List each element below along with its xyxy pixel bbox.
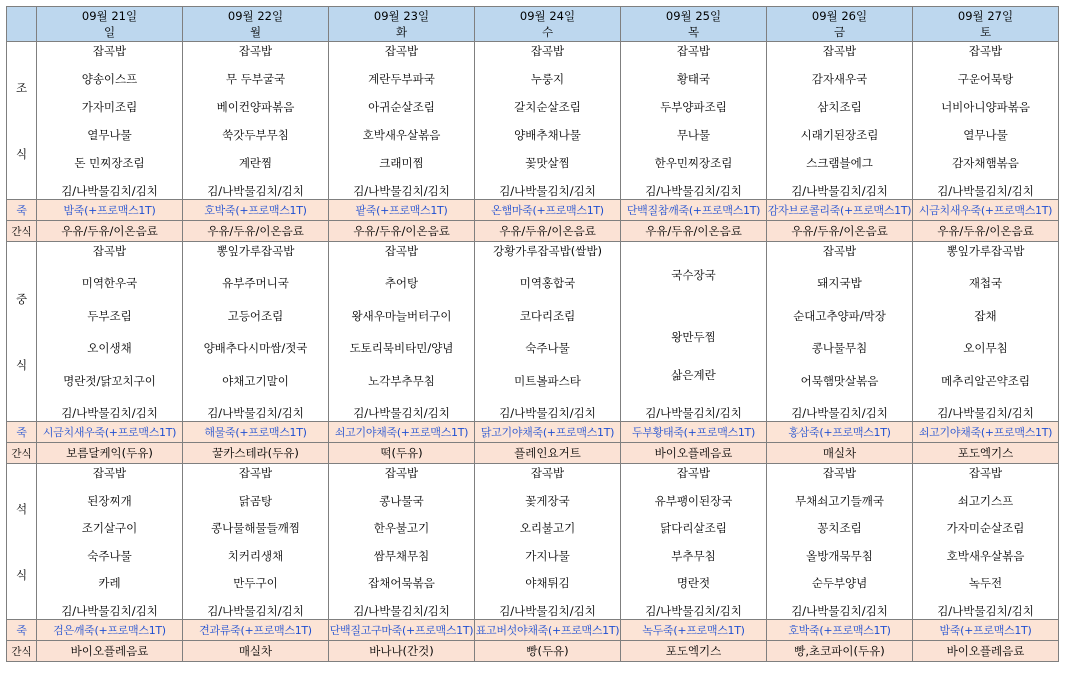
menu-item: 잡곡밥 [530, 466, 565, 480]
menu-item: 숙주나물 [525, 341, 570, 356]
porridge-cell: 단백질고구마죽(+프로맥스1T) [329, 620, 475, 641]
snack-cell: 매실차 [767, 443, 913, 464]
lunch-cell [767, 242, 913, 422]
lunch-cell [913, 242, 1059, 422]
menu-item: 유부팽이된장국 [654, 493, 733, 508]
menu-item: 잡곡밥 [822, 466, 857, 480]
menu-item: 김/나박물김치/김치 [937, 184, 1034, 198]
snack-cell: 우유/두유/이온음료 [913, 221, 1059, 242]
porridge-cell: 닭고기야채죽(+프로맥스1T) [475, 422, 621, 443]
menu-item: 돼지국밥 [817, 276, 862, 291]
menu-item: 오리불고기 [519, 521, 576, 536]
day-header: 09월 25일 목 [621, 7, 767, 42]
menu-item: 김/나박물김치/김치 [353, 405, 450, 420]
menu-item: 시래기된장조림 [800, 128, 879, 142]
menu-item: 김/나박물김치/김치 [937, 603, 1034, 618]
snack-label: 간식 [7, 221, 37, 242]
day-header: 09월 21일 일 [37, 7, 183, 42]
breakfast-cell [183, 42, 329, 200]
lunch-cell [475, 242, 621, 422]
dinner-cell [37, 464, 183, 620]
menu-item: 잡곡밥 [92, 466, 127, 480]
menu-item: 국수장국 [671, 268, 716, 282]
menu-item: 왕만두찜 [671, 330, 716, 344]
menu-item: 베이컨양파볶음 [216, 100, 295, 114]
snack-cell: 우유/두유/이온음료 [621, 221, 767, 242]
breakfast-cell [475, 42, 621, 200]
menu-item: 오이무침 [963, 341, 1008, 356]
porridge-cell: 시금치새우죽(+프로맥스1T) [37, 422, 183, 443]
menu-item: 왕새우마늘버터구이 [351, 308, 452, 323]
lunch-cell [183, 242, 329, 422]
breakfast-row [7, 42, 1059, 200]
menu-item: 순두부양념 [811, 576, 868, 591]
menu-item: 김/나박물김치/김치 [499, 184, 596, 198]
menu-item: 돈 민찌장조림 [74, 156, 145, 170]
menu-item: 잡곡밥 [92, 44, 127, 58]
menu-item: 도토리묵비타민/양념 [349, 341, 454, 356]
dinner-label: 석 식 [7, 464, 37, 620]
lunch-label: 중 식 [7, 242, 37, 422]
menu-item: 김/나박물김치/김치 [61, 603, 158, 618]
menu-item: 잡곡밥 [238, 466, 273, 480]
snack-cell: 우유/두유/이온음료 [183, 221, 329, 242]
menu-item: 추어탕 [384, 276, 419, 291]
menu-item: 유부주머니국 [222, 276, 289, 291]
menu-item: 명란젓 [676, 576, 711, 591]
menu-item: 잡곡밥 [676, 44, 711, 58]
porridge-cell: 쇠고기야채죽(+프로맥스1T) [913, 422, 1059, 443]
snack-cell: 바이오플레음료 [621, 443, 767, 464]
porridge-cell: 표고버섯야채죽(+프로맥스1T) [475, 620, 621, 641]
menu-item: 순대고추양파/막장 [793, 308, 886, 323]
snack-cell: 플레인요거트 [475, 443, 621, 464]
breakfast-cell [767, 42, 913, 200]
menu-item: 너비아니양파볶음 [941, 100, 1030, 114]
lunch-cell [37, 242, 183, 422]
morning-snack-row [7, 221, 1059, 242]
menu-item: 감자새우국 [811, 72, 868, 86]
menu-item: 호박새우살볶음 [946, 548, 1025, 563]
porridge-cell: 견과류죽(+프로맥스1T) [183, 620, 329, 641]
porridge-cell: 팥죽(+프로맥스1T) [329, 200, 475, 221]
snack-cell: 떡(두유) [329, 443, 475, 464]
menu-item: 잡곡밥 [822, 44, 857, 58]
menu-item: 조기살구이 [81, 521, 138, 536]
menu-item: 김/나박물김치/김치 [791, 405, 888, 420]
snack-cell: 우유/두유/이온음료 [767, 221, 913, 242]
afternoon-snack-row [7, 443, 1059, 464]
porridge-cell: 해물죽(+프로맥스1T) [183, 422, 329, 443]
menu-item: 잡곡밥 [968, 466, 1003, 480]
menu-item: 잡곡밥 [822, 244, 857, 258]
menu-item: 크래미찜 [379, 156, 424, 170]
snack-label: 간식 [7, 443, 37, 464]
menu-item: 닭곰탕 [238, 493, 273, 508]
snack-cell: 포도엑기스 [621, 641, 767, 662]
menu-item: 야채고기말이 [222, 373, 289, 388]
snack-cell: 우유/두유/이온음료 [329, 221, 475, 242]
snack-cell: 매실차 [183, 641, 329, 662]
dinner-porridge-row [7, 620, 1059, 641]
menu-item: 잡곡밥 [238, 44, 273, 58]
porridge-cell: 호박죽(+프로맥스1T) [767, 620, 913, 641]
snack-cell: 포도엑기스 [913, 443, 1059, 464]
menu-item: 올방개묵무침 [806, 548, 873, 563]
day-header: 09월 22일 월 [183, 7, 329, 42]
menu-item: 김/나박물김치/김치 [791, 603, 888, 618]
menu-item: 두부조림 [87, 308, 132, 323]
menu-item: 부추무침 [671, 548, 716, 563]
menu-item: 김/나박물김치/김치 [937, 405, 1034, 420]
menu-item: 노각부추무침 [368, 373, 435, 388]
menu-item: 강황가루잡곡밥(쌀밥) [493, 244, 602, 258]
porridge-cell: 감자브로콜리죽(+프로맥스1T) [767, 200, 913, 221]
header-row [7, 7, 1059, 42]
porridge-cell: 호박죽(+프로맥스1T) [183, 200, 329, 221]
snack-cell: 꿀카스테라(두유) [183, 443, 329, 464]
menu-item: 잡곡밥 [530, 44, 565, 58]
menu-item: 김/나박물김치/김치 [499, 603, 596, 618]
day-header: 09월 26일 금 [767, 7, 913, 42]
breakfast-cell [329, 42, 475, 200]
menu-item: 어묵햄맛살볶음 [800, 373, 879, 388]
menu-item: 야채튀김 [525, 576, 570, 591]
menu-item: 쌈무채무침 [373, 548, 430, 563]
menu-item: 황태국 [676, 72, 711, 86]
dinner-row [7, 464, 1059, 620]
menu-item: 닭다리살조림 [660, 521, 727, 536]
lunch-porridge-row [7, 422, 1059, 443]
weekly-menu-table [6, 6, 1059, 662]
menu-item: 갈치순살조림 [514, 100, 581, 114]
menu-item: 카레 [98, 576, 121, 591]
porridge-cell: 온햄마죽(+프로맥스1T) [475, 200, 621, 221]
menu-item: 콩나물국 [379, 493, 424, 508]
breakfast-porridge-row [7, 200, 1059, 221]
menu-item: 잡곡밥 [676, 466, 711, 480]
menu-item: 가자미순살조림 [946, 521, 1025, 536]
menu-item: 콩나물무침 [811, 341, 868, 356]
day-header: 09월 23일 화 [329, 7, 475, 42]
menu-item: 치커리생채 [227, 548, 284, 563]
snack-cell: 우유/두유/이온음료 [475, 221, 621, 242]
lunch-cell [329, 242, 475, 422]
snack-cell: 빵(두유) [475, 641, 621, 662]
day-header: 09월 27일 토 [913, 7, 1059, 42]
porridge-cell: 두부황태죽(+프로맥스1T) [621, 422, 767, 443]
menu-item: 김/나박물김치/김치 [499, 405, 596, 420]
dinner-cell [767, 464, 913, 620]
menu-item: 미역홍합국 [519, 276, 576, 291]
snack-cell: 바나나(간것) [329, 641, 475, 662]
menu-item: 김/나박물김치/김치 [207, 184, 304, 198]
menu-item: 김/나박물김치/김치 [645, 184, 742, 198]
porridge-cell: 홍삼죽(+프로맥스1T) [767, 422, 913, 443]
menu-item: 꽃맛살찜 [525, 156, 570, 170]
porridge-cell: 단백질참깨죽(+프로맥스1T) [621, 200, 767, 221]
porridge-cell: 검은깨죽(+프로맥스1T) [37, 620, 183, 641]
menu-item: 가자미조림 [81, 100, 138, 114]
porridge-label: 죽 [7, 200, 37, 221]
menu-item: 두부양파조림 [660, 100, 727, 114]
menu-item: 삶은계란 [671, 368, 716, 382]
menu-item: 잡곡밥 [384, 44, 419, 58]
menu-item: 아귀순살조림 [368, 100, 435, 114]
menu-item: 숙주나물 [87, 548, 132, 563]
menu-item: 쑥갓두부무침 [222, 128, 289, 142]
menu-item: 녹두전 [968, 576, 1003, 591]
menu-item: 김/나박물김치/김치 [645, 603, 742, 618]
porridge-label: 죽 [7, 422, 37, 443]
menu-item: 잡곡밥 [92, 244, 127, 258]
menu-item: 무나물 [676, 128, 711, 142]
menu-item: 스크램블에그 [806, 156, 873, 170]
menu-item: 삼치조림 [817, 100, 862, 114]
menu-item: 양배추채나물 [514, 128, 581, 142]
lunch-row [7, 242, 1059, 422]
menu-item: 김/나박물김치/김치 [353, 603, 450, 618]
evening-snack-row [7, 641, 1059, 662]
menu-item: 꽃게장국 [525, 493, 570, 508]
snack-cell: 빵,초코파이(두유) [767, 641, 913, 662]
menu-item: 만두구이 [233, 576, 278, 591]
menu-item: 무 두부굴국 [225, 72, 286, 86]
menu-item: 잡채 [974, 308, 997, 323]
breakfast-cell [621, 42, 767, 200]
menu-item: 고등어조림 [227, 308, 284, 323]
menu-item: 무채쇠고기들깨국 [795, 493, 884, 508]
menu-item: 잡곡밥 [384, 466, 419, 480]
menu-item: 김/나박물김치/김치 [61, 184, 158, 198]
menu-item: 쇠고기스프 [957, 493, 1014, 508]
day-header: 09월 24일 수 [475, 7, 621, 42]
menu-item: 잡채어묵볶음 [368, 576, 435, 591]
menu-item: 누룽지 [530, 72, 565, 86]
menu-item: 뽕잎가루잡곡밥 [946, 244, 1025, 258]
dinner-cell [329, 464, 475, 620]
menu-item: 김/나박물김치/김치 [207, 405, 304, 420]
porridge-cell: 녹두죽(+프로맥스1T) [621, 620, 767, 641]
menu-item: 김/나박물김치/김치 [61, 405, 158, 420]
breakfast-label: 조 식 [7, 42, 37, 200]
menu-item: 명란젓/닭꼬치구이 [63, 373, 156, 388]
breakfast-cell [37, 42, 183, 200]
dinner-cell [475, 464, 621, 620]
menu-item: 호박새우살볶음 [362, 128, 441, 142]
menu-item: 한우민찌장조림 [654, 156, 733, 170]
menu-item: 계란두부파국 [368, 72, 435, 86]
menu-item: 감자채햄볶음 [952, 156, 1019, 170]
menu-item: 오이생채 [87, 341, 132, 356]
menu-item: 잡곡밥 [968, 44, 1003, 58]
menu-item: 김/나박물김치/김치 [353, 184, 450, 198]
menu-item: 재첩국 [968, 276, 1003, 291]
snack-cell: 우유/두유/이온음료 [37, 221, 183, 242]
porridge-cell: 밤죽(+프로맥스1T) [913, 620, 1059, 641]
menu-item: 양배추다시마쌈/젓국 [203, 341, 308, 356]
porridge-label: 죽 [7, 620, 37, 641]
menu-item: 구운어묵탕 [957, 72, 1014, 86]
porridge-cell: 시금치새우죽(+프로맥스1T) [913, 200, 1059, 221]
menu-item: 콩나물해물들깨찜 [211, 521, 300, 536]
menu-item: 미트볼파스타 [514, 373, 581, 388]
dinner-cell [913, 464, 1059, 620]
menu-item: 코다리조림 [519, 308, 576, 323]
menu-item: 김/나박물김치/김치 [207, 603, 304, 618]
menu-item: 김/나박물김치/김치 [645, 406, 742, 420]
snack-cell: 바이오플레음료 [913, 641, 1059, 662]
menu-item: 양송이스프 [81, 72, 138, 86]
menu-item: 가지나물 [525, 548, 570, 563]
menu-item: 뽕잎가루잡곡밥 [216, 244, 295, 258]
porridge-cell: 쇠고기야채죽(+프로맥스1T) [329, 422, 475, 443]
menu-item: 열무나물 [87, 128, 132, 142]
menu-item: 열무나물 [963, 128, 1008, 142]
dinner-cell [621, 464, 767, 620]
snack-cell: 바이오플레음료 [37, 641, 183, 662]
menu-item: 꽁치조림 [817, 521, 862, 536]
porridge-cell: 밤죽(+프로맥스1T) [37, 200, 183, 221]
snack-label: 간식 [7, 641, 37, 662]
dinner-cell [183, 464, 329, 620]
menu-item: 메추리알곤약조림 [941, 373, 1030, 388]
menu-item: 된장찌개 [87, 493, 132, 508]
menu-item: 미역한우국 [81, 276, 138, 291]
menu-item: 잡곡밥 [384, 244, 419, 258]
menu-item: 한우불고기 [373, 521, 430, 536]
lunch-cell [621, 242, 767, 422]
menu-item: 계란찜 [238, 156, 273, 170]
breakfast-cell [913, 42, 1059, 200]
snack-cell: 보름달케익(두유) [37, 443, 183, 464]
corner-cell [7, 7, 37, 42]
menu-item: 김/나박물김치/김치 [791, 184, 888, 198]
